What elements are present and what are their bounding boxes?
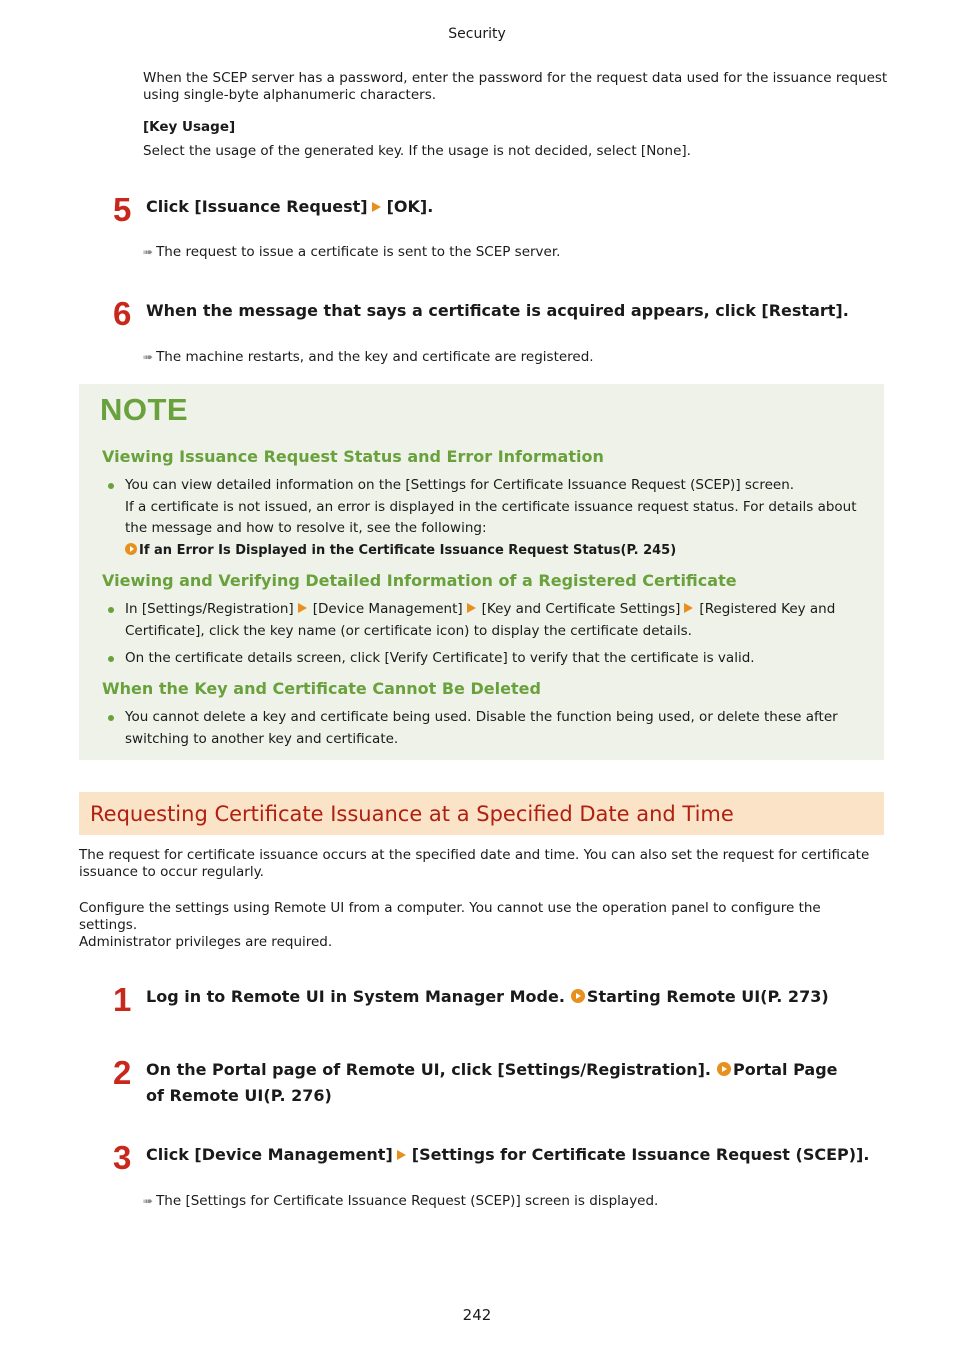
step-title <box>146 1057 846 1109</box>
note-bullet: On the certificate details screen, click [Verify Certificate] to verify that the certificate is valid. <box>125 650 755 666</box>
bullet-icon <box>108 483 114 489</box>
step-title-part: On the Portal page of Remote UI, click [Settings/Registration]. <box>146 1060 711 1079</box>
arrow-right-icon <box>467 603 476 613</box>
key-usage-paragraph: Select the usage of the generated key. If the usage is not decided, select [None]. <box>143 143 691 159</box>
step-title-part: Log in to Remote UI in System Manager Mode. <box>146 987 565 1006</box>
link-text: If an Error Is Displayed in the Certificate Issuance Request Status(P. 245) <box>139 542 677 558</box>
link-arrow-icon <box>571 989 585 1003</box>
bullet-part: In [Settings/Registration] <box>125 601 294 617</box>
section-title: Requesting Certificate Issuance at a Specified Date and Time <box>90 802 734 826</box>
bullet-part: [Key and Certificate Settings] <box>481 601 681 617</box>
step-title: When the message that says a certificate is acquired appears, click [Restart]. <box>146 301 849 320</box>
bullet-line: If a certificate is not issued, an error is displayed in the certificate issuance request status. For details about the message and how to resolve it, see the following: <box>125 498 857 536</box>
step-result <box>143 244 560 261</box>
step-result <box>143 349 594 366</box>
note-bullet <box>125 475 865 561</box>
note-title: NOTE <box>100 392 189 427</box>
link-text: Portal Page of Remote UI(P. 276) <box>146 1060 838 1105</box>
link-arrow-icon <box>125 543 137 555</box>
page-number: 242 <box>462 1306 492 1324</box>
step-title-part: [Settings for Certificate Issuance Request (SCEP)]. <box>411 1145 870 1164</box>
cross-reference-link[interactable] <box>565 987 829 1006</box>
note-heading: When the Key and Certificate Cannot Be Deleted <box>102 679 541 698</box>
section-paragraph: Administrator privileges are required. <box>79 934 333 950</box>
cross-reference-link[interactable] <box>125 540 865 562</box>
result-arrow-icon: ➠ <box>143 350 154 364</box>
result-text: The machine restarts, and the key and certificate are registered. <box>156 349 594 365</box>
running-header: Security <box>448 26 506 42</box>
link-text: Starting Remote UI(P. 273) <box>586 987 829 1006</box>
bullet-icon <box>108 656 114 662</box>
step-title-part: [OK]. <box>386 197 434 216</box>
section-paragraph: The request for certificate issuance occurs at the specified date and time. You can also set the request for certificate issuance to occur regularly. <box>79 847 870 880</box>
step-number: 2 <box>113 1054 132 1091</box>
result-arrow-icon: ➠ <box>143 1194 154 1208</box>
bullet-part: [Registered Key and Certificate], click the key name (or certificate icon) to display the certificate details. <box>125 601 836 639</box>
step-number: 1 <box>113 981 132 1018</box>
password-paragraph: When the SCEP server has a password, enter the password for the request data used for the issuance request using single-byte alphanumeric characters. <box>143 70 888 103</box>
arrow-right-icon <box>298 603 307 613</box>
result-text: The [Settings for Certificate Issuance Request (SCEP)] screen is displayed. <box>156 1193 659 1209</box>
step-title <box>146 1142 869 1168</box>
note-heading: Viewing Issuance Request Status and Error Information <box>102 447 604 466</box>
step-title-part: Click [Device Management] <box>146 1145 393 1164</box>
bullet-part: [Device Management] <box>312 601 463 617</box>
step-number: 3 <box>113 1139 132 1176</box>
arrow-right-icon <box>372 202 381 212</box>
step-title <box>146 984 829 1010</box>
note-bullet <box>125 599 865 642</box>
step-number: 6 <box>113 295 132 332</box>
link-arrow-icon <box>717 1062 731 1076</box>
bullet-icon <box>108 607 114 613</box>
arrow-right-icon <box>397 1150 406 1160</box>
note-heading: Viewing and Verifying Detailed Information of a Registered Certificate <box>102 571 737 590</box>
result-text: The request to issue a certificate is sent to the SCEP server. <box>156 244 561 260</box>
bullet-icon <box>108 715 114 721</box>
section-paragraph: Configure the settings using Remote UI from a computer. You cannot use the operation panel to configure the settings. <box>79 900 821 933</box>
arrow-right-icon <box>684 603 693 613</box>
note-bullet: You cannot delete a key and certificate being used. Disable the function being used, or delete these after switching to another key and certificate. <box>125 709 838 747</box>
result-arrow-icon: ➠ <box>143 245 154 259</box>
step-title-part: Click [Issuance Request] <box>146 197 368 216</box>
step-title <box>146 194 433 220</box>
step-number: 5 <box>113 191 132 228</box>
step-result <box>143 1193 658 1210</box>
key-usage-label: [Key Usage] <box>143 119 236 135</box>
bullet-line: You can view detailed information on the [Settings for Certificate Issuance Request (SCEP)] screen. <box>125 477 795 493</box>
